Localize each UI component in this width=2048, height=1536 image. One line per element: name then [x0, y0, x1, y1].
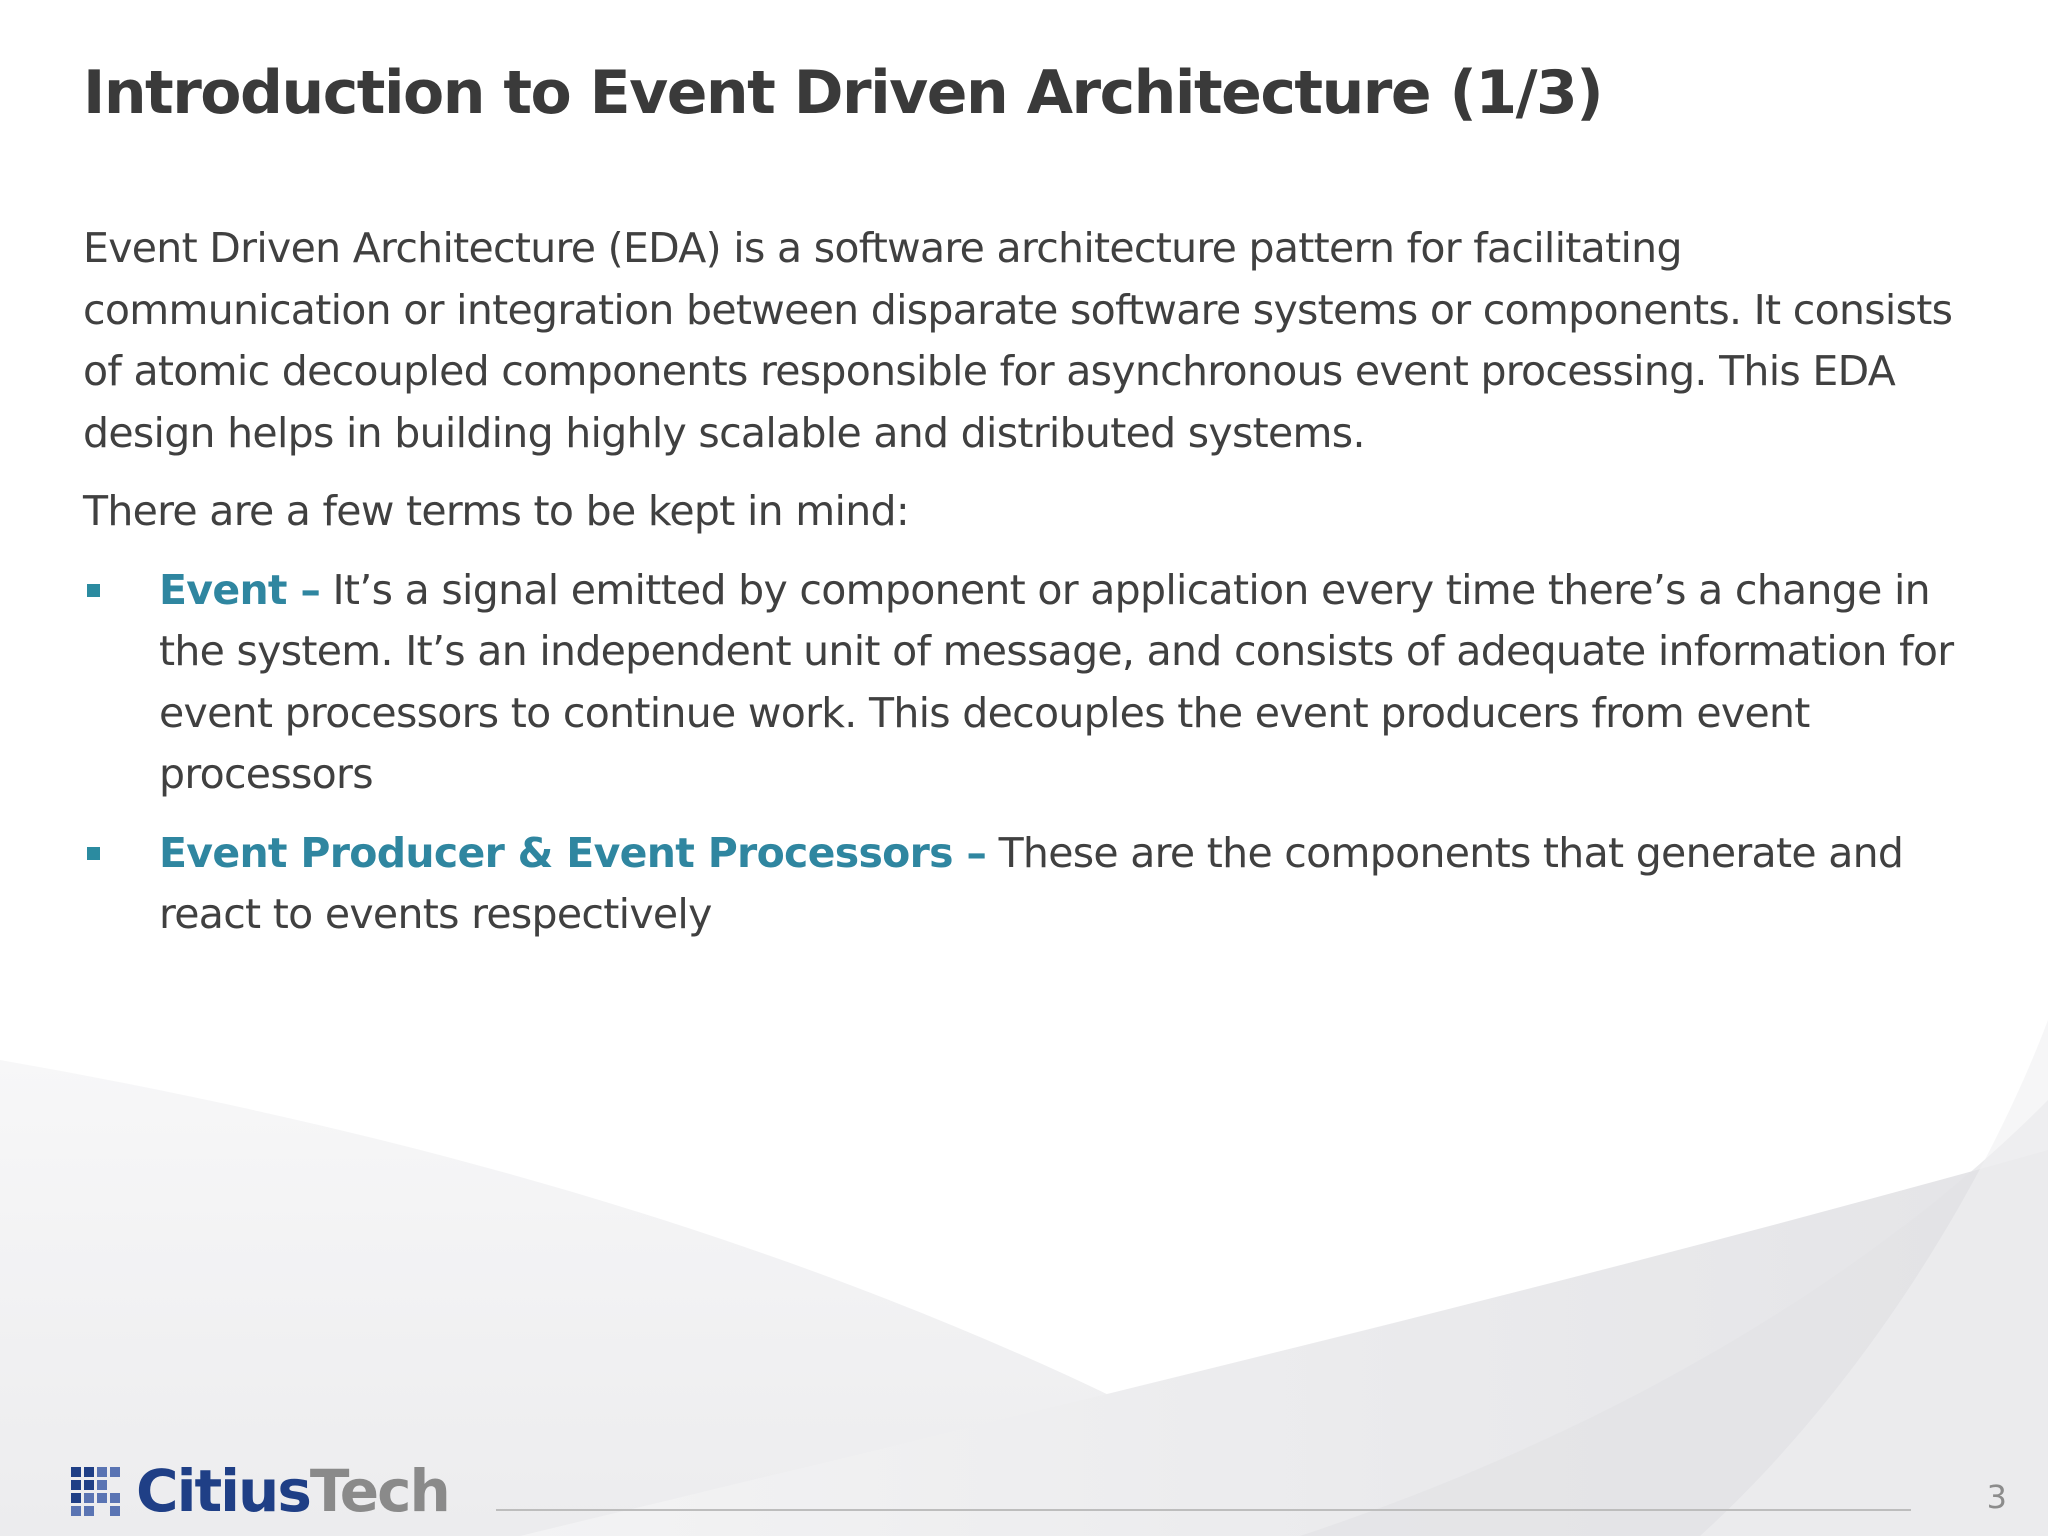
square-bullet-icon: [87, 847, 100, 860]
slide-title: Introduction to Event Driven Architecture (1/3): [83, 58, 1603, 128]
logo-grid-icon: [71, 1467, 120, 1516]
list-item-event-producer: [83, 823, 1983, 946]
intro-paragraph: Event Driven Architecture (EDA) is a software architecture pattern for facilitating communication or integration between disparate software systems or components. It consists of atomic decoupled components responsible for asynchronous event processing. This EDA design helps in building highly scalable and distributed systems.: [83, 224, 1953, 457]
slide-body: [83, 218, 1983, 963]
term-label: Event Producer & Event Processors –: [159, 828, 987, 877]
terms-intro: There are a few terms to be kept in mind:: [83, 487, 909, 535]
logo-wordmark: CitiusTech: [136, 1457, 449, 1525]
list-item-event: [83, 560, 1983, 806]
term-description: These are the components that generate and react to events respectively: [159, 828, 1904, 938]
term-label: Event –: [159, 565, 321, 614]
footer-divider: [496, 1509, 1911, 1511]
terms-list: [83, 560, 1983, 946]
company-logo: [71, 1457, 449, 1525]
page-number: 3: [1986, 1478, 2007, 1516]
square-bullet-icon: [87, 584, 100, 597]
term-description: It’s a signal emitted by component or application every time there’s a change in the system. It’s an independent unit of message, and consists of adequate information for event processors to continue work. This decouples the event producers from event processors: [159, 565, 1954, 798]
